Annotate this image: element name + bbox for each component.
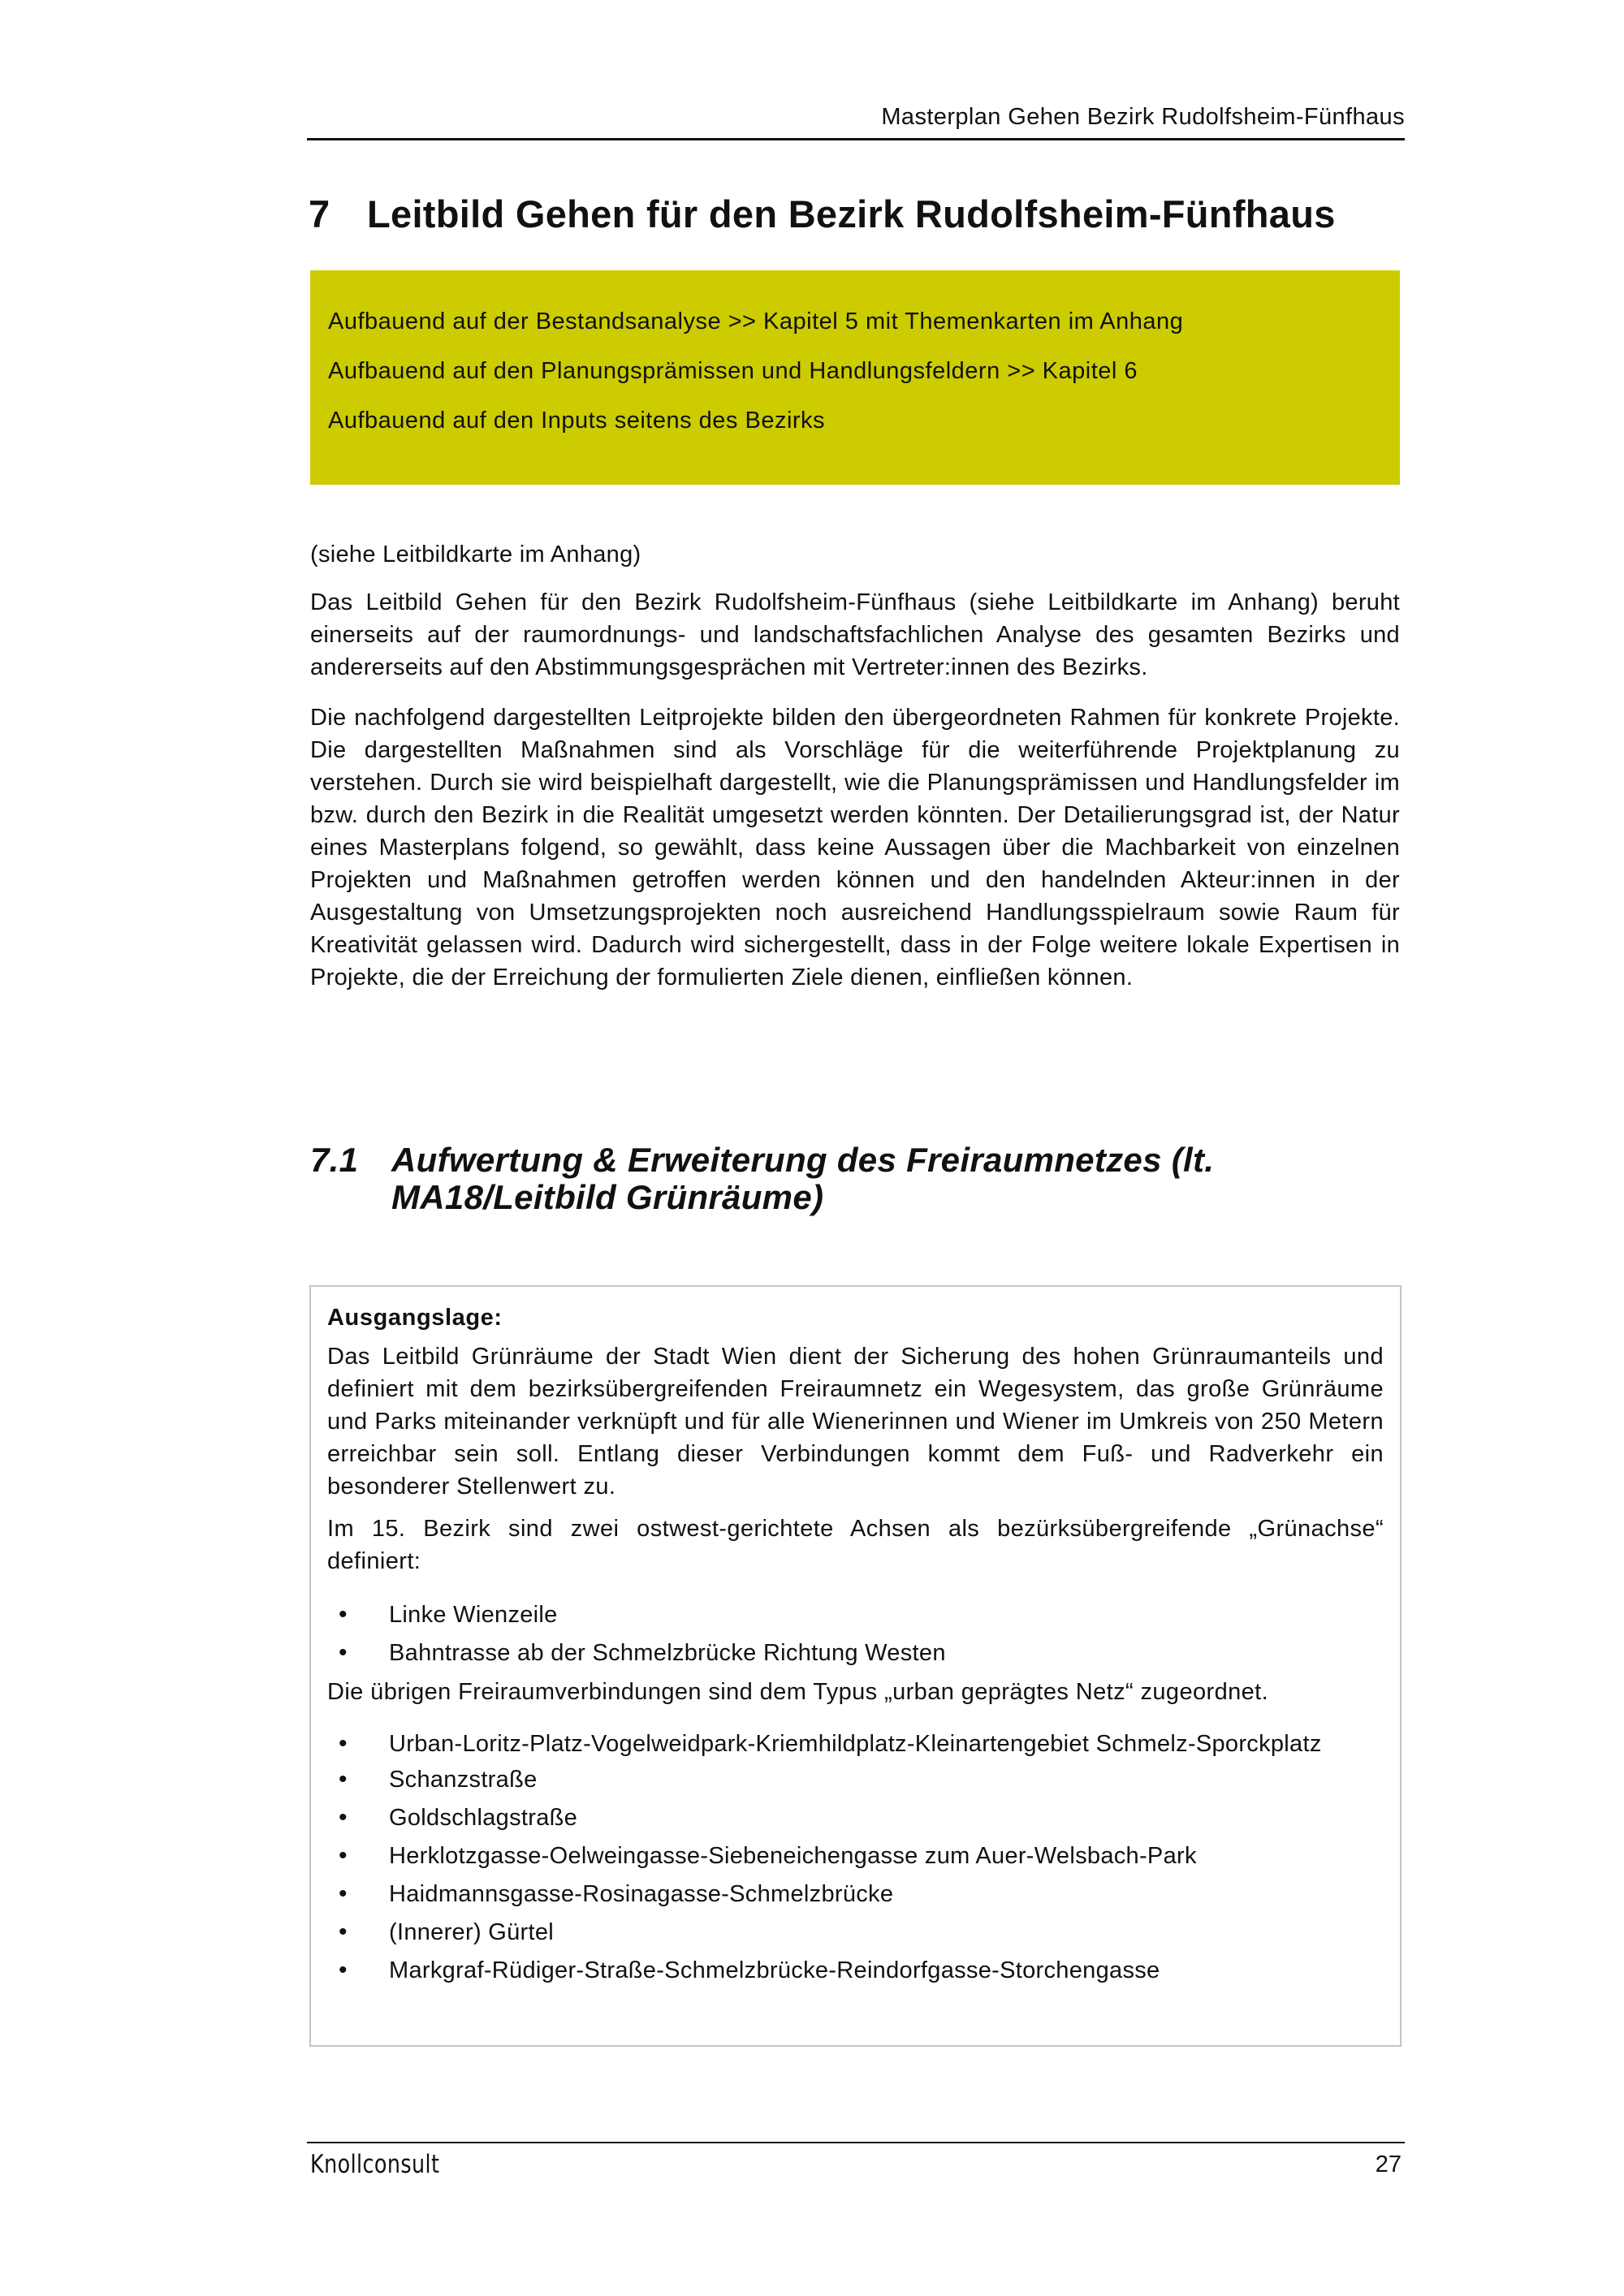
list-item: • Goldschlagstraße	[327, 1802, 1384, 1834]
chapter-title	[309, 192, 1336, 236]
list-item: • Herklotzgasse-Oelweingasse-Siebeneichengasse zum Auer-Welsbach-Park	[327, 1840, 1384, 1872]
publisher-name: Knollconsult	[310, 2150, 440, 2179]
highlight-box	[310, 270, 1400, 485]
section-number: 7.1	[310, 1141, 359, 1179]
highlight-line: Aufbauend auf den Inputs seitens des Bezirks	[328, 408, 826, 434]
body-paragraph: Die nachfolgend dargestellten Leitprojekte bilden den übergeordneten Rahmen für konkrete Projekte. Die dargestellten Maßnahmen sind als Vorschläge für die weiterführende Projektplanung zu verstehen. Durch sie wird beispielhaft dargestellt, wie die Planungsprämissen und Handlungsfelder im bzw. durch den Bezirk in die Realität umgesetzt werden könnten. Der Detailierungsgrad ist, der Natur eines Masterplans folgend, so gewählt, dass keine Aussagen über die Machbarkeit von einzelnen Projekten und Maßnahmen getroffen werden können und den handelnden Akteur:innen in der Ausgestaltung von Umsetzungsprojekten noch ausreichend Handlungsspielraum sowie Raum für Kreativität gelassen wird. Dadurch wird sichergestellt, dass in der Folge weitere lokale Expertisen in Projekte, die der Erreichung der formulierten Ziele dienen, einfließen können.	[310, 705, 1400, 990]
axes-list	[327, 1599, 1384, 1669]
list-item: • Schanzstraße	[327, 1763, 1384, 1796]
box-paragraph: Im 15. Bezirk sind zwei ostwest-gerichtete Achsen als bezürksübergreifende „Grünachse“ definiert:	[327, 1516, 1384, 1574]
list-item: • (Innerer) Gürtel	[327, 1916, 1384, 1949]
page-number: 27	[1375, 2151, 1402, 2177]
chapter-number: 7	[309, 192, 330, 235]
list-item: • Linke Wienzeile	[327, 1599, 1384, 1631]
header-divider	[307, 138, 1405, 140]
body-paragraph: Das Leitbild Gehen für den Bezirk Rudolfsheim-Fünfhaus (siehe Leitbildkarte im Anhang) beruht einerseits auf der raumordnungs- und landschaftsfachlichen Analyse des gesamten Bezirks und andererseits auf den Abstimmungsgesprächen mit Vertreter:innen des Bezirks.	[310, 589, 1400, 680]
footer-divider	[307, 2142, 1405, 2143]
section-heading	[310, 1142, 1400, 1216]
leitbild-note: (siehe Leitbildkarte im Anhang)	[310, 542, 641, 568]
running-header: Masterplan Gehen Bezirk Rudolfsheim-Fünfhaus	[881, 104, 1405, 130]
chapter-title-text: Leitbild Gehen für den Bezirk Rudolfsheim-Fünfhaus	[367, 192, 1336, 235]
box-paragraph: Das Leitbild Grünräume der Stadt Wien dient der Sicherung des hohen Grünraumanteils und definiert mit dem bezirksübergreifenden Freiraumnetz ein Wegesystem, das große Grünräume und Parks miteinander verknüpft und für alle Wienerinnen und Wiener im Umkreis von 250 Metern erreichbar sein soll. Entlang dieser Verbindungen kommt dem Fuß- und Radverkehr ein besonderer Stellenwert zu.	[327, 1344, 1384, 1500]
highlight-line: Aufbauend auf den Planungsprämissen und Handlungsfeldern >> Kapitel 6	[328, 358, 1138, 384]
box-paragraph: Die übrigen Freiraumverbindungen sind dem Typus „urban geprägtes Netz“ zugeordnet.	[327, 1679, 1269, 1705]
list-item: • Markgraf-Rüdiger-Straße-Schmelzbrücke-Reindorfgasse-Storchengasse	[327, 1954, 1384, 1987]
list-item: • Haidmannsgasse-Rosinagasse-Schmelzbrücke	[327, 1878, 1384, 1910]
box-title: Ausgangslage:	[327, 1305, 503, 1331]
connections-list	[327, 1724, 1384, 1987]
ausgangslage-box	[309, 1285, 1402, 2047]
list-item: • Bahntrasse ab der Schmelzbrücke Richtung Westen	[327, 1637, 1384, 1669]
list-item: • Urban-Loritz-Platz-Vogelweidpark-Kriemhildplatz-Kleinartengebiet Schmelz-Sporckplatz	[327, 1724, 1384, 1763]
section-title: Aufwertung & Erweiterung des Freiraumnetzes (lt. MA18/Leitbild Grünräume)	[391, 1141, 1215, 1216]
highlight-line: Aufbauend auf der Bestandsanalyse >> Kapitel 5 mit Themenkarten im Anhang	[328, 309, 1184, 334]
